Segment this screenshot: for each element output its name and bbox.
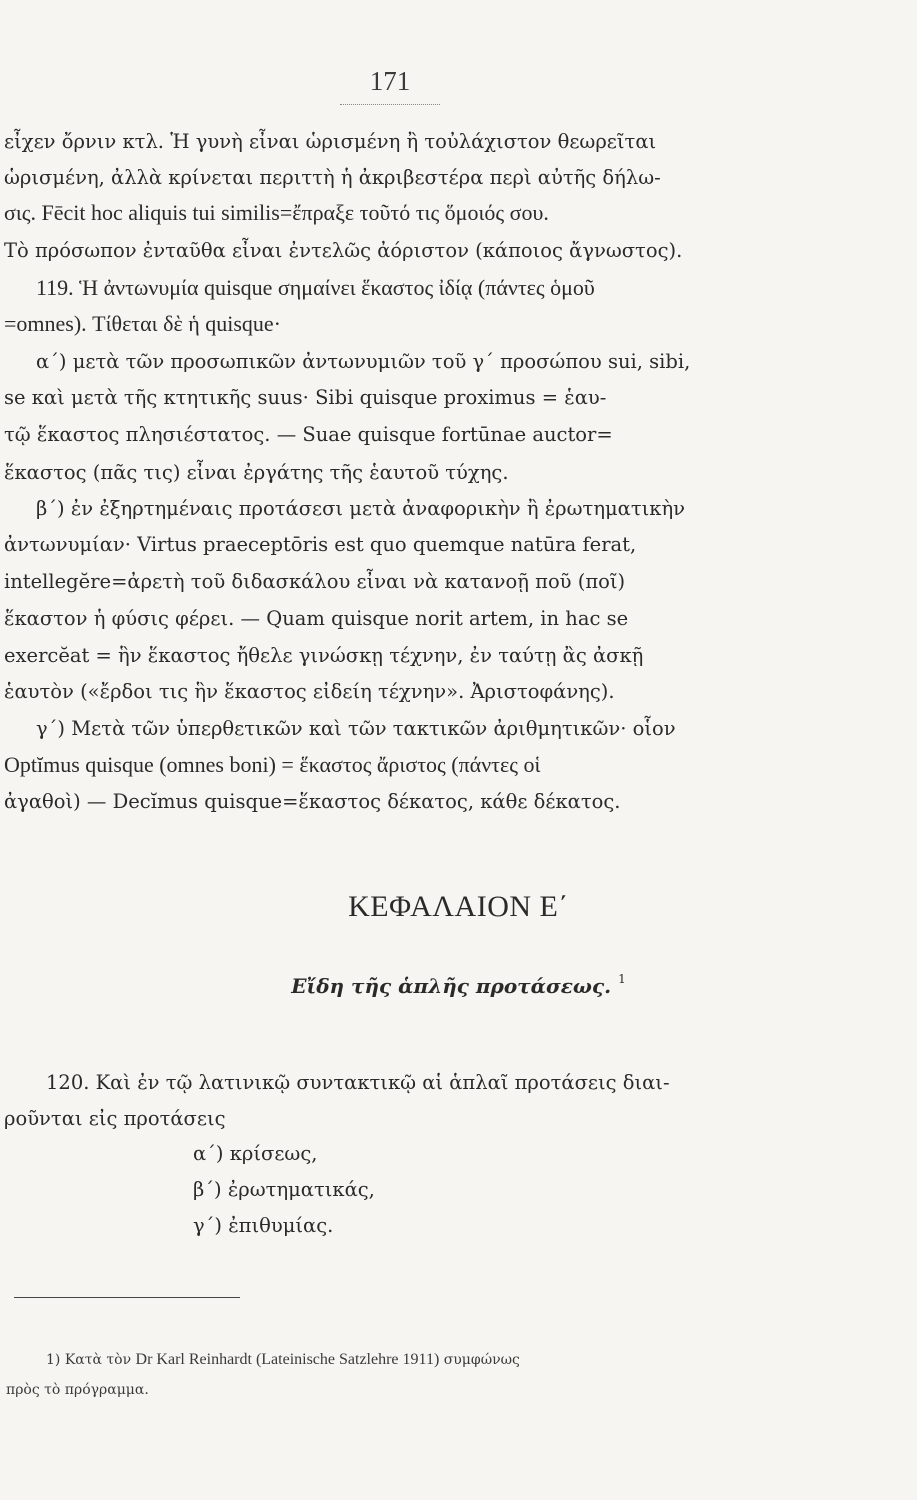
footnote-text: Κατὰ τὸν	[64, 1352, 132, 1368]
page-number-rule	[340, 104, 440, 105]
footnote-line: πρὸς τὸ πρόγραμμα.	[6, 1382, 149, 1398]
list-item: γ΄) ἐπιθυμίας.	[193, 1214, 334, 1237]
text-line: ἑαυτὸν («ἔρδοι τις ἣν ἕκαστος εἰδείη τέχνην». Ἀριστοφάνης).	[4, 680, 615, 703]
text-line: =omnes). Τίθεται δὲ ἡ quisque·	[4, 311, 281, 336]
text-line: se καὶ μετὰ τῆς κτητικῆς suus· Sibi quisque proximus = ἑαυ-	[4, 386, 607, 409]
text-line: ὡρισμένη, ἀλλὰ κρίνεται περιττὴ ἡ ἀκριβεστέρα περὶ αὐτῆς δήλω-	[4, 166, 661, 189]
footnote-mark: 1)	[46, 1352, 61, 1368]
footnote-line	[46, 1348, 917, 1372]
text-line: εἶχεν ὄρνιν κτλ. Ἡ γυνὴ εἶναι ὡρισμένη ἢ τοὐλάχιστον θεωρεῖται	[4, 130, 657, 153]
chapter-heading: ΚΕΦΑΛΑΙΟΝ Ε΄	[348, 890, 569, 923]
footnote-rule	[14, 1297, 240, 1298]
footnote-reference: 1	[618, 972, 626, 986]
section-title-text: Εἴδη τῆς ἁπλῆς προτάσεως.	[291, 974, 612, 998]
text-line: ἀντωνυμίαν· Virtus praeceptōris est quo quemque natūra ferat,	[4, 533, 637, 556]
text-line: Optĭmus quisque (omnes boni) = ἕκαστος ἄριστος (πάντες οἱ	[4, 752, 541, 777]
text-line: τῷ ἕκαστος πλησιέστατος. — Suae quisque fortūnae auctor=	[4, 423, 613, 446]
text-line: ροῦνται εἰς προτάσεις	[4, 1107, 226, 1130]
text-line: 119. Ἡ ἀντωνυμία quisque σημαίνει ἕκαστος ἰδίᾳ (πάντες ὁμοῦ	[36, 275, 595, 300]
section-title	[0, 972, 917, 998]
text-line: ἕκαστος (πᾶς τις) εἶναι ἐργάτης τῆς ἑαυτοῦ τύχης.	[4, 461, 509, 484]
footnote-citation: Dr Karl Reinhardt (Lateinische Satzlehre 1911)	[135, 1351, 440, 1368]
text-line: Τὸ πρόσωπον ἐνταῦθα εἶναι ἐντελῶς ἀόριστον (κάποιος ἄγνωστος).	[4, 239, 683, 262]
text-line: ἕκαστον ἡ φύσις φέρει. — Quam quisque norit artem, in hac se	[4, 607, 629, 630]
text-line: intellegĕre=ἀρετὴ τοῦ διδασκάλου εἶναι νὰ κατανοῇ ποῦ (ποῖ)	[4, 570, 626, 593]
text-line: 120. Καὶ ἐν τῷ λατινικῷ συντακτικῷ αἱ ἁπλαῖ προτάσεις διαι-	[46, 1071, 670, 1094]
text-line: γ΄) Μετὰ τῶν ὑπερθετικῶν καὶ τῶν τακτικῶν ἀριθμητικῶν· οἷον	[36, 717, 676, 740]
list-item: α΄) κρίσεως,	[193, 1142, 318, 1165]
text-line: α΄) μετὰ τῶν προσωπικῶν ἀντωνυμιῶν τοῦ γ΄ προσώπου sui, sibi,	[36, 350, 691, 373]
list-item: β΄) ἐρωτηματικάς,	[193, 1178, 375, 1201]
footnote-text: συμφώνως	[443, 1352, 520, 1368]
text-line: exercĕat = ἣν ἕκαστος ἤθελε γινώσκῃ τέχνην, ἐν ταύτῃ ἂς ἀσκῇ	[4, 644, 644, 667]
text-line: β΄) ἐν ἐξηρτημέναις προτάσεσι μετὰ ἀναφορικὴν ἢ ἐρωτηματικὴν	[36, 497, 686, 520]
text-line: σις. Fēcit hoc aliquis tui similis=ἔπραξε τοῦτό τις ὅμοιός σου.	[4, 200, 549, 225]
text-line: ἀγαθοὶ) — Decĭmus quisque=ἕκαστος δέκατος, κάθε δέκατος.	[4, 790, 621, 813]
page-number: 171	[369, 66, 411, 96]
